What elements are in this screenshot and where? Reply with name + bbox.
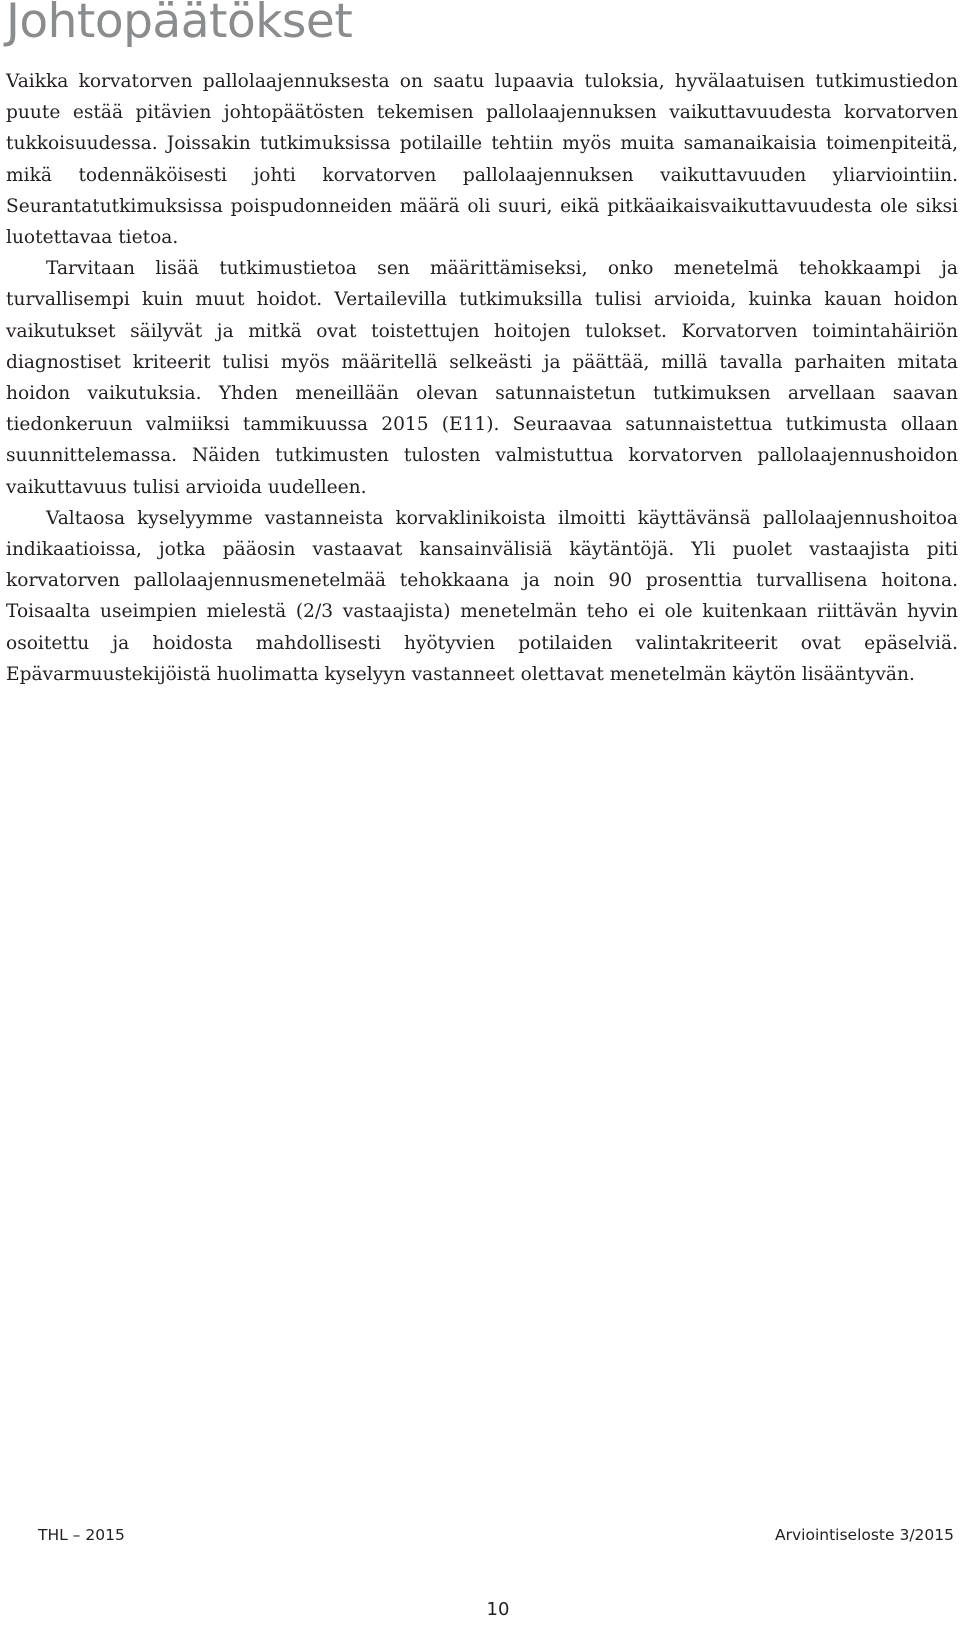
body-text (6, 66, 958, 690)
paragraph-1: Vaikka korvatorven pallolaajennuksesta on saatu lupaavia tuloksia, hyvälaatuisen tutkimustiedon puute estää pitävien johtopäätösten tekemisen pallolaajennuksen vaikuttavuudesta korvatorven tukkoisuudessa. Joissakin tutkimuksissa potilaille tehtiin myös muita samanaikaisia toimenpiteitä, mikä todennäköisesti johti korvatorven pallolaajennuksen vaikuttavuuden yliarviointiin. Seurantatutkimuksissa poispudonneiden määrä oli suuri, eikä pitkäaikaisvaikuttavuudesta ole siksi luotettavaa tietoa. (6, 71, 958, 249)
page-number: 10 (486, 1599, 510, 1620)
paragraph-3: Valtaosa kyselyymme vastanneista korvaklinikoista ilmoitti käyttävänsä pallolaajennushoitoa indikaatioissa, jotka pääosin vastaavat kansainvälisiä käytäntöjä. Yli puolet vastaajista piti korvatorven pallolaajennusmenetelmää tehokkaana ja noin 90 prosenttia turvallisena hoitona. Toisaalta useimpien mielestä (2/3 vastaajista) menetelmän teho ei ole kuitenkaan riittävän hyvin osoitettu ja hoidosta mahdollisesti hyötyvien potilaiden valintakriteerit ovat epäselviä. Epävarmuustekijöistä huolimatta kyselyyn vastanneet olettavat menetelmän käytön lisääntyvän. (6, 507, 958, 685)
paragraph-2: Tarvitaan lisää tutkimustietoa sen määrittämiseksi, onko menetelmä tehokkaampi ja turvallisempi kuin muut hoidot. Vertailevilla tutkimuksilla tulisi arvioida, kuinka kauan hoidon vaikutukset säilyvät ja mitkä ovat toistettujen hoitojen tulokset. Korvatorven toimintahäiriön diagnostiset kriteerit tulisi myös määritellä selkeästi ja päättää, millä tavalla parhaiten mitata hoidon vaikutuksia. Yhden meneillään olevan satunnaistetun tutkimuksen arvellaan saavan tiedonkeruun valmiiksi tammikuussa 2015 (E11). Seuraavaa satunnaistettua tutkimusta ollaan suunnittelemassa. Näiden tutkimusten tulosten valmistuttua korvatorven pallolaajennushoidon vaikuttavuus tulisi arvioida uudelleen. (6, 258, 958, 498)
page-title: Johtopäätökset (6, 0, 353, 49)
footer-series: Arviointiseloste 3/2015 (775, 1526, 954, 1544)
footer-publisher: THL – 2015 (38, 1526, 125, 1544)
